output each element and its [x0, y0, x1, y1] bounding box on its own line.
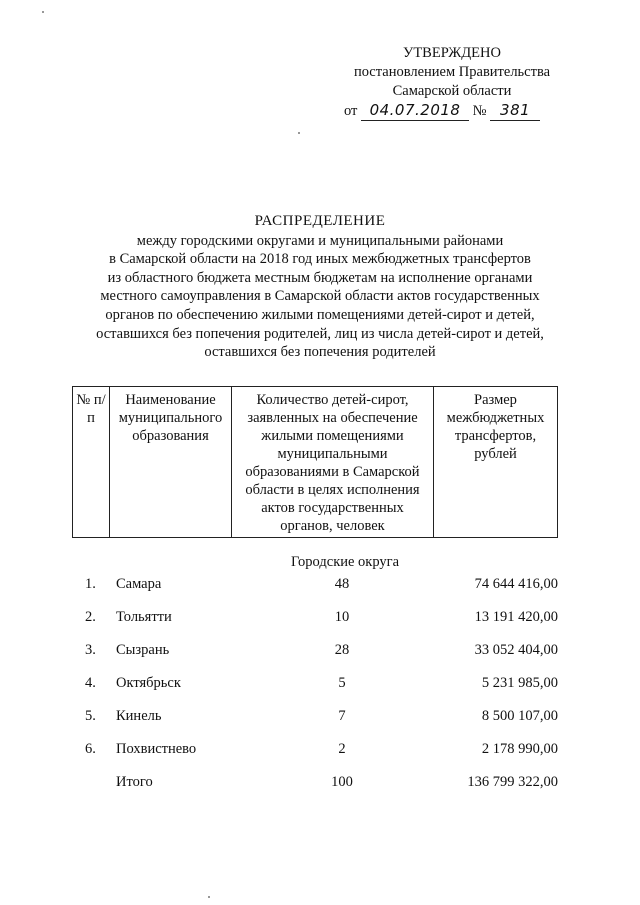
row-amount: 74 644 416,00	[474, 576, 558, 592]
title-line: оставшихся без попечения родителей, лиц из числа детей-сирот и детей,	[96, 325, 544, 342]
table-row	[72, 642, 558, 675]
row-amount: 13 191 420,00	[474, 609, 558, 625]
row-count: 2	[338, 741, 346, 757]
scan-speck	[208, 896, 210, 898]
date-prefix: от	[344, 103, 358, 119]
table-row	[72, 675, 558, 708]
table-row	[72, 708, 558, 741]
title-line: местного самоуправления в Самарской области актов государственных	[100, 288, 540, 305]
row-number: 3.	[85, 642, 96, 658]
total-amount: 136 799 322,00	[467, 774, 558, 790]
row-count: 28	[334, 642, 350, 658]
row-name: Октябрьск	[116, 675, 181, 691]
title-line: из областного бюджета местным бюджетам на исполнение органами	[107, 269, 533, 286]
row-amount: 2 178 990,00	[481, 741, 558, 757]
approval-stamp	[334, 44, 570, 121]
title-line: оставшихся без попечения родителей	[204, 344, 436, 361]
total-count: 100	[331, 774, 353, 790]
header-number: № п/п	[73, 387, 110, 538]
handwritten-number: 381	[490, 101, 540, 121]
title-heading: РАСПРЕДЕЛЕНИЕ	[254, 213, 386, 229]
row-count: 10	[334, 609, 350, 625]
row-name: Похвистнево	[116, 741, 197, 757]
row-amount: 5 231 985,00	[481, 675, 558, 691]
scan-speck	[298, 132, 300, 134]
header-transfer-amount: Размер межбюджетных трансфертов, рублей	[434, 387, 558, 538]
row-name: Кинель	[116, 708, 162, 724]
table-row	[72, 576, 558, 609]
row-amount: 8 500 107,00	[481, 708, 558, 724]
scan-speck	[42, 11, 44, 13]
row-number: 6.	[85, 741, 96, 757]
title-line: в Самарской области на 2018 год иных межбюджетных трансфертов	[109, 251, 531, 268]
approval-date-line	[334, 101, 570, 121]
row-name: Сызрань	[116, 642, 170, 658]
table-body	[72, 576, 558, 807]
row-number: 4.	[85, 675, 96, 691]
row-number: 2.	[85, 609, 96, 625]
row-number: 5.	[85, 708, 96, 724]
approval-line-2: Самарской области	[392, 83, 512, 99]
document-title	[70, 212, 570, 362]
header-municipality: Наименование муниципального образования	[110, 387, 232, 538]
title-line: между городскими округами и муниципальными районами	[136, 232, 504, 249]
row-amount: 33 052 404,00	[474, 642, 558, 658]
distribution-table-header	[72, 386, 558, 538]
approval-title: УТВЕРЖДЕНО	[403, 45, 501, 61]
number-prefix: №	[472, 103, 487, 119]
title-line: органов по обеспечению жилыми помещениями детей-сирот и детей,	[105, 306, 535, 323]
row-count: 48	[334, 576, 350, 592]
header-children-count: Количество детей-сирот, заявленных на обеспечение жилыми помещениями муниципальными образованиями в Самарской области в целях исполнения актов государственных органов, человек	[232, 387, 434, 538]
group-label: Городские округа	[290, 554, 400, 570]
handwritten-date: 04.07.2018	[361, 101, 469, 121]
row-number: 1.	[85, 576, 96, 592]
approval-line-1: постановлением Правительства	[353, 64, 551, 80]
total-row	[72, 774, 558, 807]
table-header-row	[73, 387, 558, 538]
table-row	[72, 609, 558, 642]
table-row	[72, 741, 558, 774]
row-count: 7	[338, 708, 346, 724]
row-count: 5	[338, 675, 346, 691]
row-name: Самара	[116, 576, 162, 592]
total-label: Итого	[116, 774, 153, 790]
row-name: Тольятти	[116, 609, 172, 625]
